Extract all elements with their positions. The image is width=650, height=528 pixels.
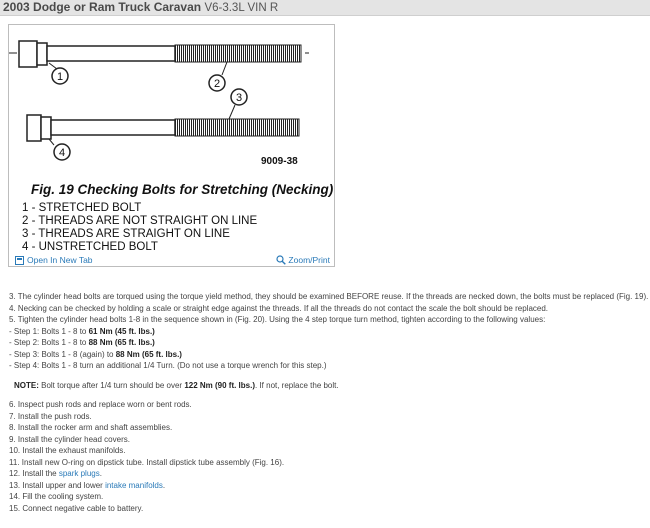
figure-code: 9009-38 [261, 156, 298, 167]
torque-step [9, 337, 649, 349]
list-item: 10. Install the exhaust manifolds. [9, 446, 126, 455]
note-torque-value: 122 Nm (90 ft. lbs.) [184, 380, 255, 390]
intake-manifolds-link[interactable]: intake manifolds [105, 480, 163, 490]
list-item: 8. Install the rocker arm and shaft assemblies. [9, 423, 173, 432]
note-text-end: . If not, replace the bolt. [255, 380, 339, 390]
list-item: 9. Install the cylinder head covers. [9, 434, 130, 444]
spark-plugs-link[interactable]: spark plugs [58, 469, 100, 478]
step-text: - Step 3: Bolts 1 - 8 (again) to [9, 349, 116, 359]
list-item [9, 480, 649, 492]
step-text: - Step 1: Bolts 1 - 8 to [9, 326, 89, 336]
list-item-end: . [162, 480, 166, 490]
list-item: 5. Tighten the cylinder head bolts 1-8 in the sequence shown in (Fig. 20). Using the 4 step torque turn method, tighten according to the following values: [9, 315, 546, 324]
list-item-text: 12. Install the [9, 469, 59, 478]
torque-value: 88 Nm (65 ft. lbs.) [115, 349, 182, 359]
open-in-new-tab-label: Open In New Tab [27, 255, 93, 265]
list-item-end: . [99, 469, 102, 478]
legend-item: 2 - THREADS ARE NOT STRAIGHT ON LINE [22, 215, 258, 227]
legend-item: 1 - STRETCHED BOLT [22, 202, 142, 214]
unstretched-bolt [27, 115, 299, 141]
legend-item: 4 - UNSTRETCHED BOLT [22, 241, 158, 253]
figure-footer [9, 253, 334, 267]
list-item: 4. Necking can be checked by holding a scale or straight edge against the threads. If all the threads do not contact the scale the bolt should be replaced. [9, 303, 549, 313]
torque-value: 61 Nm (45 ft. lbs.) [88, 326, 155, 336]
list-item: 11. Install new O-ring on dipstick tube. Install dipstick tube assembly (Fig. 16). [9, 457, 285, 467]
callout-3-label: 3 [235, 92, 243, 104]
step-text: - Step 2: Bolts 1 - 8 to [9, 338, 89, 347]
list-item: 3. The cylinder head bolts are torqued using the torque yield method, they should be examined BEFORE reuse. If the threads are necked down, the bolts must be replaced (Fig. 19). [9, 292, 649, 301]
zoom-print-link[interactable] [276, 255, 330, 265]
engine-subtitle: V6-3.3L VIN R [204, 2, 279, 14]
note [9, 380, 649, 392]
open-in-new-tab-link[interactable] [15, 255, 93, 265]
torque-step: - Step 4: Bolts 1 - 8 turn an additional 1/4 Turn. (Do not use a torque wrench for this step.) [9, 361, 327, 370]
list-item: 14. Fill the cooling system. [9, 492, 104, 501]
callout-4-label: 4 [58, 147, 66, 159]
external-link-icon [15, 256, 24, 265]
list-item-text: 13. Install upper and lower [9, 480, 106, 490]
torque-value: 88 Nm (65 ft. lbs.) [88, 338, 155, 347]
bolt-illustration [9, 25, 334, 175]
list-item [9, 468, 649, 480]
list-item: 15. Connect negative cable to battery. [9, 503, 144, 513]
torque-step [9, 349, 649, 361]
list-item: 7. Install the push rods. [9, 411, 92, 421]
figure-legend [22, 202, 257, 254]
page-title [3, 0, 278, 16]
procedure-steps [9, 291, 649, 514]
stretched-bolt [9, 41, 309, 67]
callout-2-label: 2 [213, 78, 221, 90]
list-item: 6. Inspect push rods and replace worn or bent rods. [9, 400, 192, 409]
magnifier-icon [276, 255, 286, 265]
torque-step [9, 326, 649, 338]
vehicle-title: 2003 Dodge or Ram Truck Caravan [3, 0, 202, 14]
page-header [0, 0, 650, 16]
note-label: NOTE: [14, 380, 39, 390]
legend-item: 3 - THREADS ARE STRAIGHT ON LINE [22, 228, 230, 240]
callout-1-label: 1 [56, 71, 64, 83]
figure-caption: Fig. 19 Checking Bolts for Stretching (Necking) [31, 182, 334, 197]
figure-card [8, 24, 335, 267]
zoom-print-label: Zoom/Print [288, 255, 330, 265]
note-text: Bolt torque after 1/4 turn should be over [38, 380, 185, 390]
